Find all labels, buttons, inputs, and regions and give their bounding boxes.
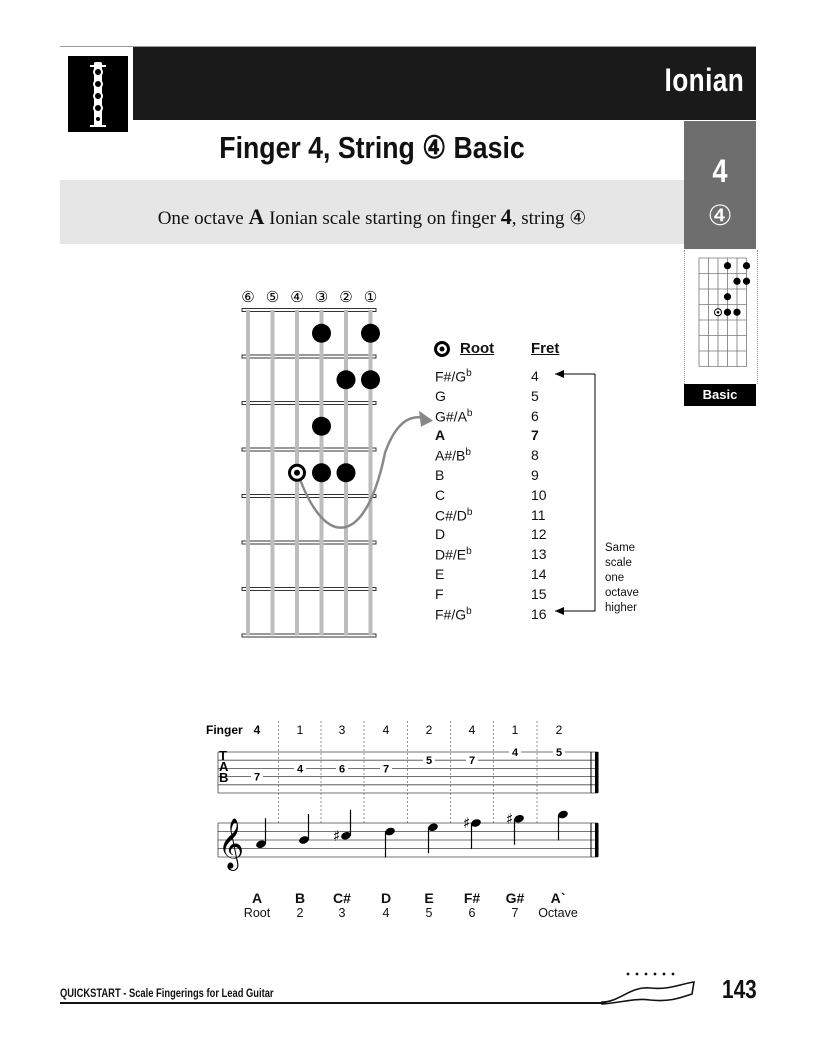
string-label: ③ [314,288,329,306]
octave-note-line: Same [605,542,636,554]
side-tab-string: ④ [707,200,733,231]
degree-note: D [380,890,392,906]
fret-number: 5 [531,387,539,404]
note-name: $D\#/E^b$ [435,546,472,563]
note-name: G [435,387,446,404]
scale-degree [528,890,588,920]
string-label: ② [339,288,353,306]
note-name: A [435,427,446,444]
root-dot-center [294,470,300,476]
flat-sign: b [466,506,473,518]
tab-fret-number: 4 [511,747,519,759]
degree-interval: Octave [538,906,578,920]
guitar-neck-logo-icon [68,56,128,132]
tab-letter: A [219,759,229,774]
tab-letter: B [219,770,229,785]
fret-wire [242,588,376,591]
fret-number: 16 [531,605,547,622]
degree-note: E [424,890,434,906]
mini-dot [743,278,750,285]
tab-letter: T [219,748,227,763]
finger-dot [361,324,380,343]
treble-clef-icon: 𝄞 [218,818,245,869]
flat-sign: b [466,407,473,419]
fret-wire [242,355,376,358]
string-label: ① [363,288,378,306]
degree-note: C# [333,890,351,906]
octave-bracket-arrow [540,366,610,616]
tab-fret-number: 6 [338,763,346,776]
fret-number: 9 [531,467,539,483]
root-arrow-head [419,411,433,427]
description: One octave A Ionian scale starting on finger 4, string ④ [157,204,587,229]
finger-dot [337,463,356,482]
degree-note: G# [505,890,525,906]
note-name: $C\#/D^b$ [435,506,473,524]
tab-end-bar [595,752,599,793]
guitar-string [246,310,250,636]
degree-note: A` [550,890,566,906]
guitar-headstock-icon [600,968,700,1008]
mini-dot [724,309,731,316]
finger-number: 2 [425,723,433,737]
octave-note-line: scale [605,557,632,569]
sharp-sign: ♯ [463,814,471,832]
tab-fret-number: 5 [555,747,563,759]
fret-number: 14 [531,566,547,582]
mini-dot [724,293,731,300]
finger-dot [361,370,380,389]
fret-number: 4 [531,368,539,384]
guitar-string [369,310,373,636]
fret-wire [242,448,376,451]
mini-fretboard-diagram [684,250,758,384]
finger-number: 4 [468,723,476,737]
finger-dot [312,324,331,343]
fret-number: 8 [531,447,539,464]
finger-number: 4 [253,723,261,737]
flat-sign: b [466,368,472,379]
degree-note: F# [463,890,481,906]
fret-number: 10 [531,486,547,503]
degree-interval: 7 [511,906,519,920]
tab-fret-number: 4 [296,763,304,776]
note-name: F [435,585,444,602]
degree-interval: 2 [296,906,304,920]
string-label: ⑤ [265,288,280,306]
guitar-string [271,310,275,636]
fret-number: 11 [531,506,546,523]
degree-note: B [294,890,306,906]
degree-note: A [251,890,263,906]
mini-dot [724,262,731,269]
page-heading: Finger 4, String ④ Basic [219,130,525,165]
note-name: $A\#/B^b$ [435,447,471,464]
degree-interval: 4 [382,906,390,920]
string-label: ⑥ [241,288,255,306]
fret-wire [242,634,376,637]
degree-interval: 5 [425,906,433,920]
note-name: $F\#/G^b$ [435,368,472,385]
fret-wire [242,309,376,312]
side-tab-label: Basic [684,384,756,406]
degree-interval: 6 [468,906,476,920]
footer-text: QUICKSTART - Scale Fingerings for Lead Guitar [60,986,274,1000]
tablature-and-staff [200,715,620,885]
tab-fret-number: 5 [425,755,433,768]
finger-dot [312,417,331,436]
mini-dot [743,262,750,269]
tab-fret-number: 7 [253,771,261,784]
fret-wire [242,541,376,544]
staff-end-bar [595,823,599,857]
finger-dot [337,370,356,389]
note-name: C [435,486,446,503]
page-number: 143 [722,974,757,1004]
fret-wire [242,402,376,405]
section-title: Ionian [664,62,744,98]
flat-sign: b [465,447,471,459]
flat-sign: b [466,546,472,558]
octave-note-line: one [605,572,625,584]
degree-interval: 3 [338,906,346,920]
finger-number: 4 [382,723,390,737]
side-tab [684,121,756,249]
degree-interval: Root [243,906,271,920]
tab-fret-number: 7 [468,755,476,768]
finger-label: Finger [206,723,243,737]
note-name: $G\#/A^b$ [435,407,473,425]
note-name: D [435,526,446,543]
fret-number: 15 [531,585,547,602]
mini-dot [733,278,740,285]
flat-sign: b [466,605,472,617]
sharp-sign: ♯ [506,809,514,828]
fret-header: Fret [531,340,560,357]
finger-number: 1 [511,723,519,737]
header-bar [133,47,756,120]
finger-number: 3 [338,723,346,737]
mini-root-center [717,311,720,314]
octave-note-line: higher [605,602,637,614]
root-header: Root [460,340,495,357]
note-name: B [435,467,445,483]
finger-number: 2 [555,723,563,737]
fret-number: 13 [531,546,547,563]
fret-number: 7 [531,427,539,444]
mini-dot [733,309,740,316]
side-tab-finger: 4 [712,153,728,189]
finger-number: 1 [296,723,304,737]
string-label: ④ [290,288,304,306]
fret-number: 6 [531,407,539,424]
note-name: $F\#/G^b$ [435,605,472,623]
root-marker-icon [433,340,453,360]
sharp-sign: ♯ [333,826,341,845]
footer-rule [60,1002,606,1004]
note-name: E [435,566,445,582]
finger-dot [312,463,331,482]
octave-note-line: octave [605,587,639,599]
fret-number: 12 [531,526,547,543]
tab-fret-number: 7 [382,763,390,776]
octave-note [605,541,665,616]
